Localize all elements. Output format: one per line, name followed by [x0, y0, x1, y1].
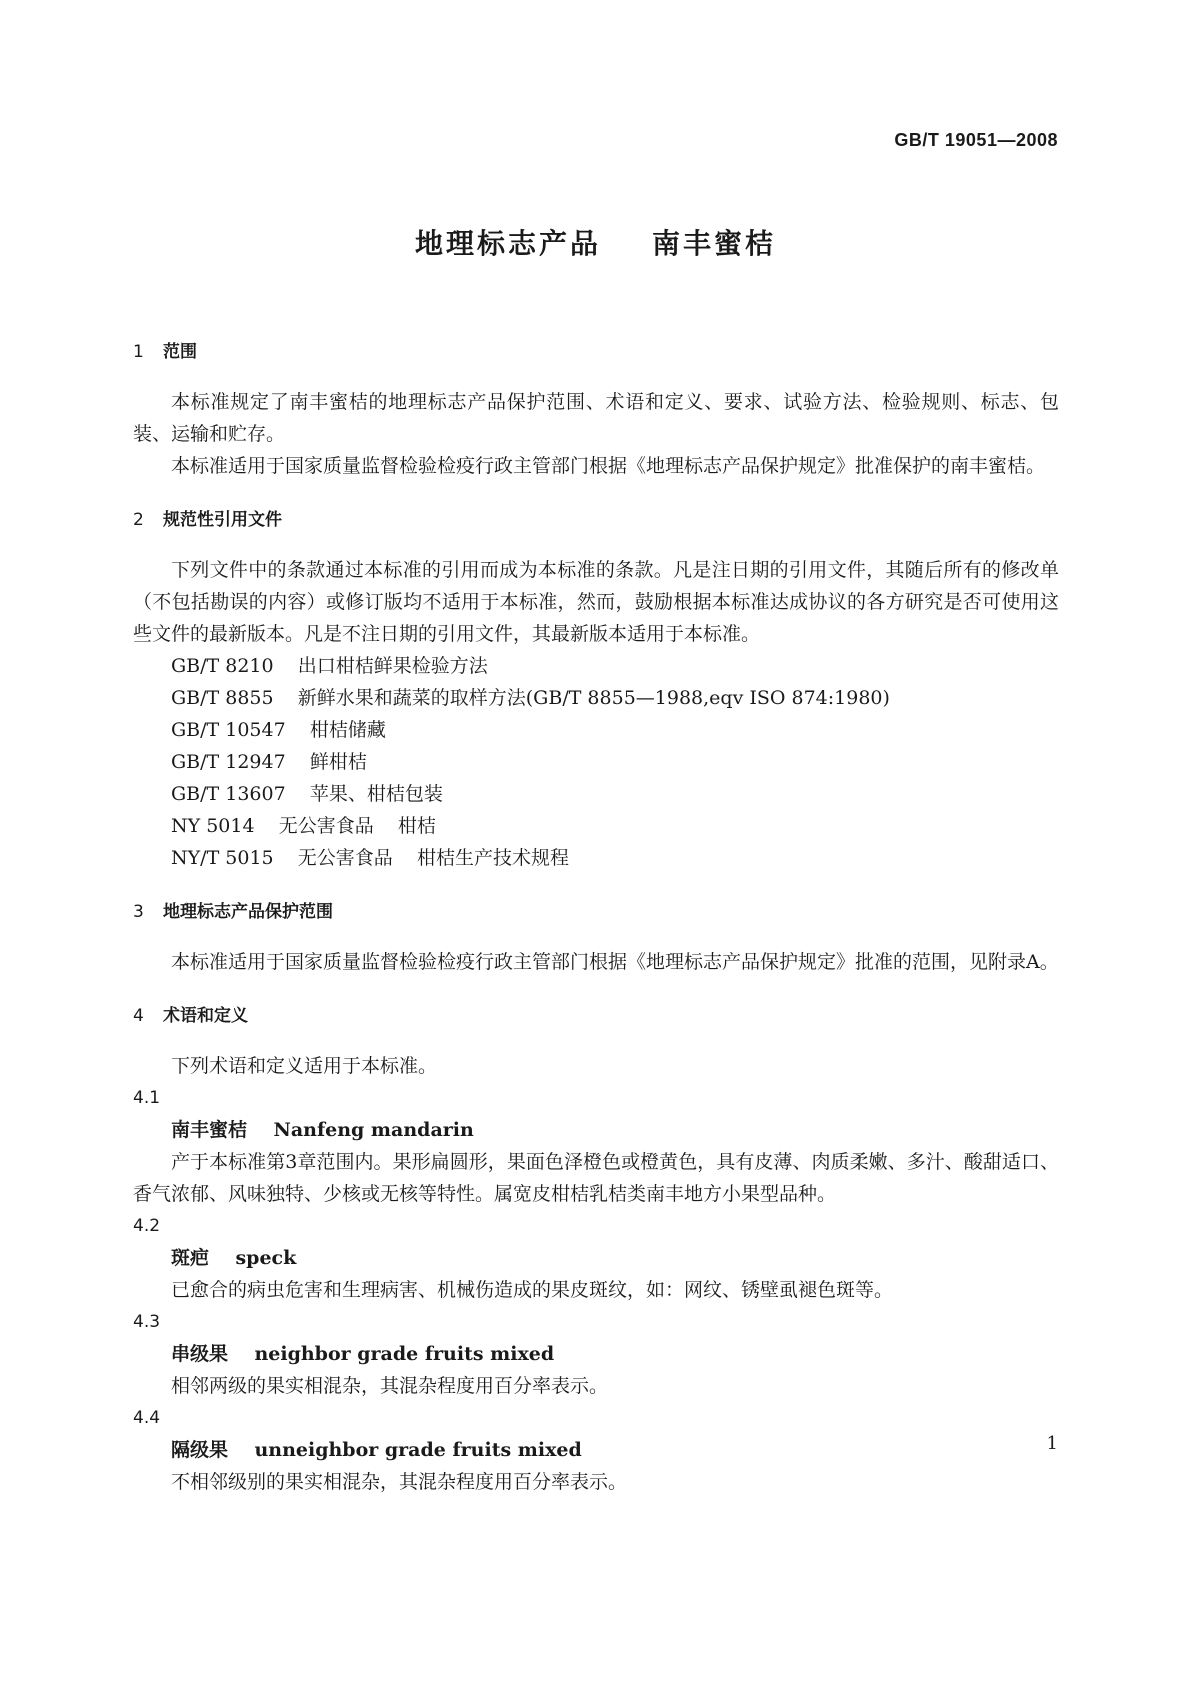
section-title: 规范性引用文件 — [163, 510, 282, 530]
term-name: 隔级果 unneighbor grade fruits mixed — [171, 1439, 582, 1461]
page-number: 1 — [1046, 1433, 1058, 1454]
term-name: 南丰蜜桔 Nanfeng mandarin — [171, 1119, 474, 1141]
section-number: 1 — [133, 342, 144, 362]
paragraph: 本标准适用于国家质量监督检验检疫行政主管部门根据《地理标志产品保护规定》批准保护的南丰蜜桔。 — [171, 455, 1046, 477]
reference-item: GB/T 13607 苹果、柑桔包装 — [171, 783, 443, 805]
reference-item: NY 5014 无公害食品 柑桔 — [171, 815, 436, 837]
paragraph: 本标准规定了南丰蜜桔的地理标志产品保护范围、术语和定义、要求、试验方法、检验规则、标志、包装、运输和贮存。 — [133, 391, 1059, 445]
term-number: 4.2 — [133, 1216, 161, 1236]
term-number: 4.4 — [133, 1408, 161, 1428]
paragraph: 本标准适用于国家质量监督检验检疫行政主管部门根据《地理标志产品保护规定》批准的范围，见附录A。 — [171, 951, 1059, 973]
term-definition: 已愈合的病虫危害和生理病害、机械伤造成的果皮斑纹，如：网纹、锈壁虱褪色斑等。 — [171, 1279, 894, 1301]
section-4-heading — [133, 1000, 1059, 1032]
section-number: 2 — [133, 510, 144, 530]
document-body — [133, 336, 1059, 1498]
standard-code: GB/T 19051—2008 — [894, 130, 1058, 150]
term-number: 4.1 — [133, 1088, 161, 1108]
document-title: 地理标志产品 南丰蜜桔 — [415, 227, 776, 260]
term-number: 4.3 — [133, 1312, 161, 1332]
term-definition: 相邻两级的果实相混杂，其混杂程度用百分率表示。 — [171, 1375, 609, 1397]
section-title: 地理标志产品保护范围 — [163, 902, 333, 922]
term-name: 斑疤 speck — [171, 1247, 297, 1269]
section-title: 范围 — [163, 342, 197, 362]
term-definition: 不相邻级别的果实相混杂，其混杂程度用百分率表示。 — [171, 1471, 628, 1493]
section-2-heading — [133, 504, 1059, 536]
section-number: 4 — [133, 1006, 144, 1026]
section-3-heading — [133, 896, 1059, 928]
section-1-heading — [133, 336, 1059, 368]
section-number: 3 — [133, 902, 144, 922]
reference-item: NY/T 5015 无公害食品 柑桔生产技术规程 — [171, 847, 569, 869]
section-title: 术语和定义 — [163, 1006, 248, 1026]
reference-item: GB/T 12947 鲜柑桔 — [171, 751, 367, 773]
paragraph: 下列文件中的条款通过本标准的引用而成为本标准的条款。凡是注日期的引用文件，其随后所有的修改单（不包括勘误的内容）或修订版均不适用于本标准，然而，鼓励根据本标准达成协议的各方研究是否可使用这些文件的最新版本。凡是不注日期的引用文件，其最新版本适用于本标准。 — [133, 559, 1059, 645]
term-definition: 产于本标准第3章范围内。果形扁圆形，果面色泽橙色或橙黄色，具有皮薄、肉质柔嫩、多汁、酸甜适口、香气浓郁、风味独特、少核或无核等特性。属宽皮柑桔乳桔类南丰地方小果型品种。 — [133, 1151, 1059, 1205]
paragraph: 下列术语和定义适用于本标准。 — [171, 1055, 438, 1077]
reference-item: GB/T 8855 新鲜水果和蔬菜的取样方法(GB/T 8855—1988,eqv ISO 874:1980) — [171, 687, 890, 709]
reference-item: GB/T 10547 柑桔储藏 — [171, 719, 386, 741]
reference-item: GB/T 8210 出口柑桔鲜果检验方法 — [171, 655, 488, 677]
term-name: 串级果 neighbor grade fruits mixed — [171, 1343, 555, 1365]
